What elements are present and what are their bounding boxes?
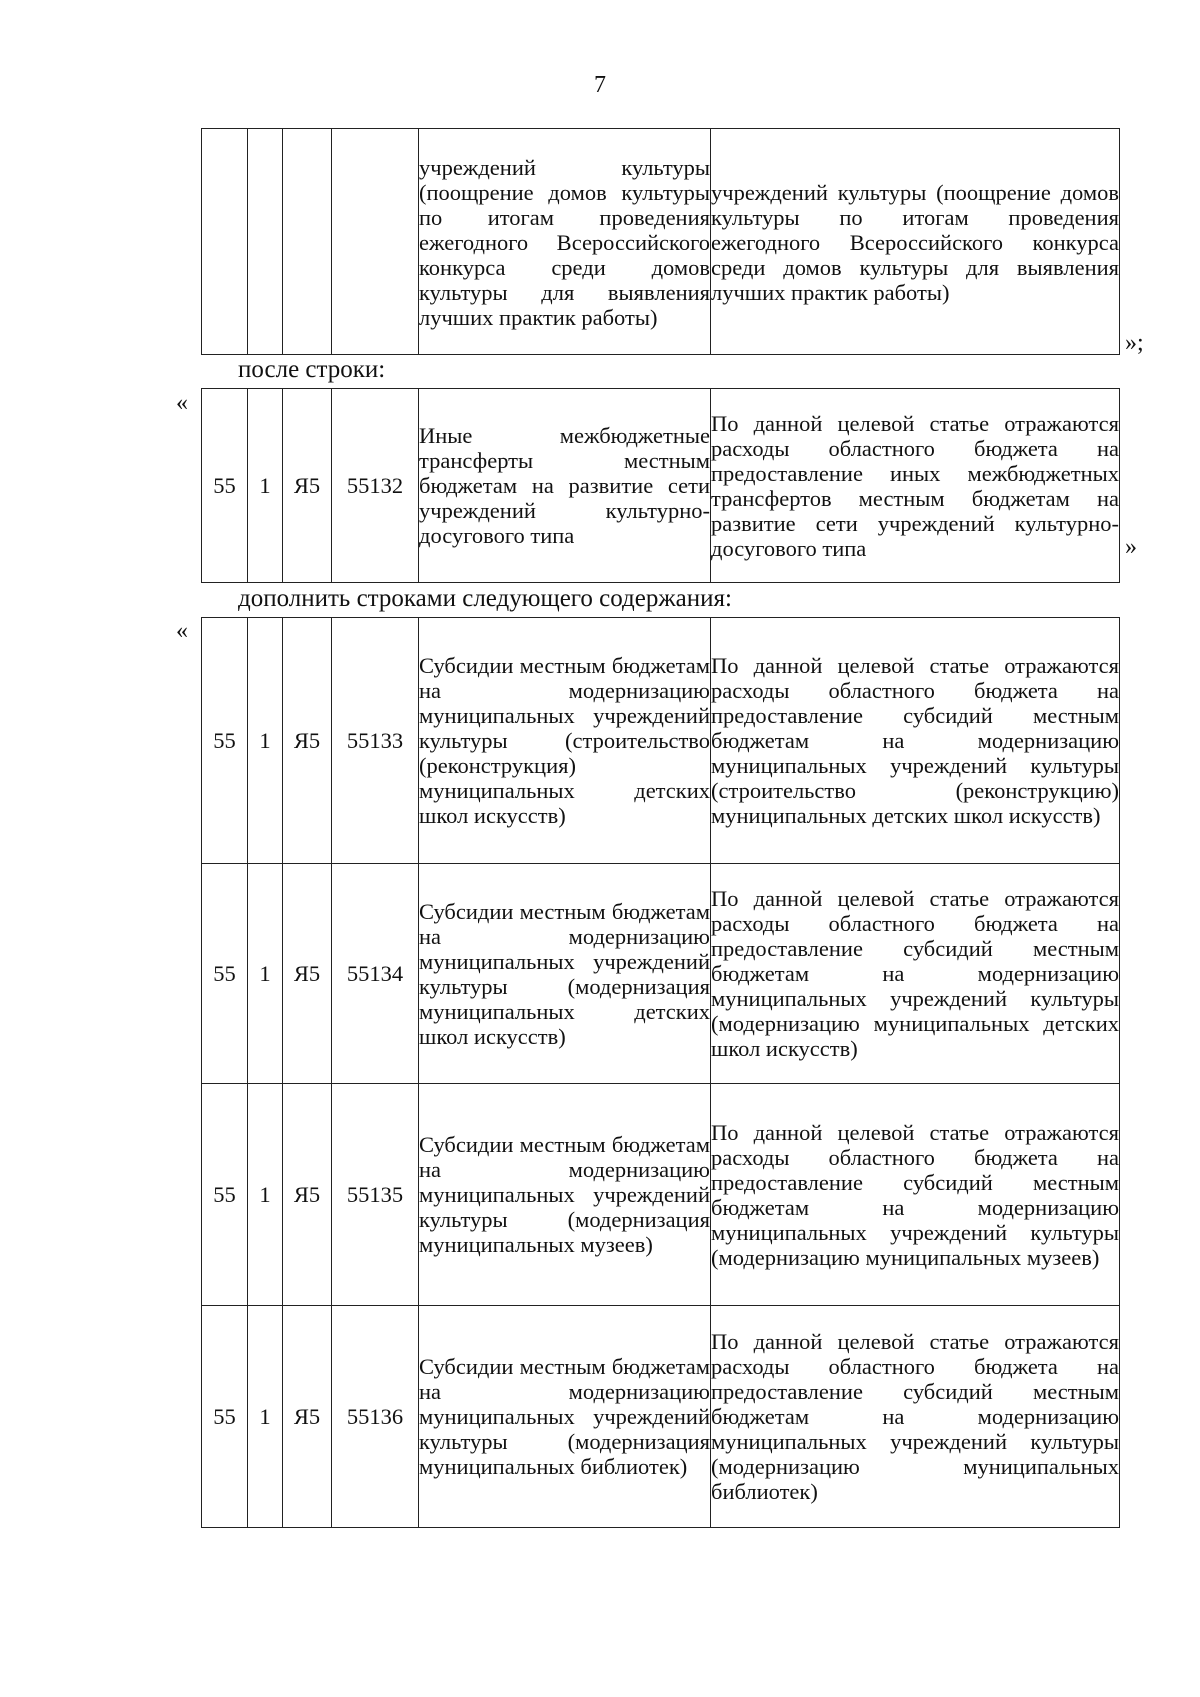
table-row: [202, 389, 1120, 583]
code-cell-2: [248, 129, 283, 355]
code-cell-1: 55: [202, 389, 248, 583]
code-cell-1: 55: [202, 618, 248, 864]
code-cell-3: Я5: [283, 1084, 332, 1306]
description-cell: По данной целевой статье отражаются расходы областного бюджета на предоставление субсидий местным бюджетам на модернизацию муниципальных учреждений культуры (модернизацию муниципальных библиотек): [711, 1306, 1120, 1528]
code-cell-3: [283, 129, 332, 355]
code-cell-4: 55133: [332, 618, 419, 864]
name-cell: Субсидии местным бюджетам на модернизацию муниципальных учреждений культуры (строительство (реконструкция) муниципальных детских школ искусств): [419, 618, 711, 864]
code-cell-4: 55135: [332, 1084, 419, 1306]
code-cell-2: 1: [248, 1084, 283, 1306]
code-cell-2: 1: [248, 1306, 283, 1528]
close-quote: »: [1125, 534, 1137, 560]
code-cell-1: 55: [202, 1084, 248, 1306]
description-cell: По данной целевой статье отражаются расходы областного бюджета на предоставление субсидий местным бюджетам на модернизацию муниципальных учреждений культуры (строительство (реконструкцию) муниципальных детских школ искусств): [711, 618, 1120, 864]
name-cell: Субсидии местным бюджетам на модернизацию муниципальных учреждений культуры (модернизация муниципальных детских школ искусств): [419, 864, 711, 1084]
code-cell-3: Я5: [283, 618, 332, 864]
code-cell-1: 55: [202, 1306, 248, 1528]
code-cell-1: 55: [202, 864, 248, 1084]
name-cell: Иные межбюджетные трансферты местным бюджетам на развитие сети учреждений культурно-досугового типа: [419, 389, 711, 583]
open-quote: «: [176, 618, 188, 644]
heading-supplement: дополнить строками следующего содержания:: [238, 585, 732, 612]
description-cell: По данной целевой статье отражаются расходы областного бюджета на предоставление иных межбюджетных трансфертов местным бюджетам на развитие сети учреждений культурно-досугового типа: [711, 389, 1120, 583]
code-cell-3: Я5: [283, 389, 332, 583]
code-cell-1: [202, 129, 248, 355]
code-cell-3: Я5: [283, 1306, 332, 1528]
name-cell: учреждений культуры (поощрение домов культуры по итогам проведения ежегодного Всероссийского конкурса среди домов культуры для выявления лучших практик работы): [419, 129, 711, 355]
description-cell: По данной целевой статье отражаются расходы областного бюджета на предоставление субсидий местным бюджетам на модернизацию муниципальных учреждений культуры (модернизацию муниципальных музеев): [711, 1084, 1120, 1306]
description-cell: По данной целевой статье отражаются расходы областного бюджета на предоставление субсидий местным бюджетам на модернизацию муниципальных учреждений культуры (модернизацию муниципальных детских школ искусств): [711, 864, 1120, 1084]
table-row: [202, 1306, 1120, 1528]
closing-quote: »;: [1125, 330, 1144, 356]
open-quote: «: [176, 390, 188, 416]
name-cell: Субсидии местным бюджетам на модернизацию муниципальных учреждений культуры (модернизация муниципальных библиотек): [419, 1306, 711, 1528]
code-cell-2: 1: [248, 864, 283, 1084]
code-cell-4: [332, 129, 419, 355]
heading-after: после строки:: [238, 356, 386, 383]
table-row: [202, 129, 1120, 355]
code-cell-3: Я5: [283, 864, 332, 1084]
code-cell-4: 55136: [332, 1306, 419, 1528]
table-continuation: [201, 128, 1120, 355]
name-cell: Субсидии местным бюджетам на модернизацию муниципальных учреждений культуры (модернизация муниципальных музеев): [419, 1084, 711, 1306]
table-row: [202, 618, 1120, 864]
page-number: 7: [594, 72, 606, 98]
table-after: [201, 388, 1120, 583]
code-cell-4: 55132: [332, 389, 419, 583]
table-new-rows: [201, 617, 1120, 1528]
table-row: [202, 1084, 1120, 1306]
code-cell-2: 1: [248, 618, 283, 864]
description-cell: учреждений культуры (поощрение домов культуры по итогам проведения ежегодного Всероссийского конкурса среди домов культуры для выявления лучших практик работы): [711, 129, 1120, 355]
code-cell-2: 1: [248, 389, 283, 583]
table-row: [202, 864, 1120, 1084]
code-cell-4: 55134: [332, 864, 419, 1084]
